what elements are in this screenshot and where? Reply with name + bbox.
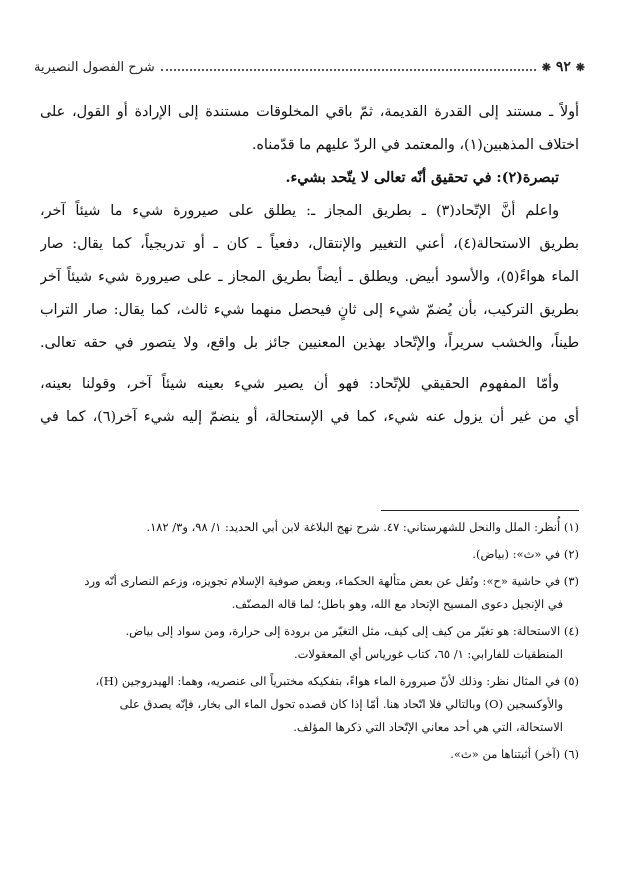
body-line-5: بطريق الاستحالة(٤)، أعني التغيير والإنتقال، دفعياً ـ كان ـ أو تدريجياً، كما يقال: صار [40, 236, 579, 252]
body-line-9: وأمّا المفهوم الحقيقي للإتّحاد: فهو أن يصير شيء بعينه شيئاً آخر، وقولنا بعينه، [40, 376, 559, 392]
running-title: شرح الفصول النصيرية [34, 59, 155, 75]
ornament-icon: ❋ [575, 61, 585, 74]
main-text [40, 100, 579, 438]
section-heading: تبصرة(٢): في تحقيق أنّه تعالى لا يتّحد بشيء. [285, 170, 559, 186]
body-line-8: طيناً، والخشب سريراً، والإتّحاد بهذين المعنيين جائز بل واقع، ولا يتصور في حقه تعالى. [40, 335, 579, 351]
footnote-5 [40, 670, 579, 739]
footnote-line: (١) أُنظر: الملل والنحل للشهرستاني: ٤٧. شرح نهج البلاغة لابن أبي الحديد: ١/ ٩٨، و٣/ ١٨٢. [146, 520, 579, 534]
footnote-3 [40, 570, 579, 616]
footnote-line: في الإنجيل دعوى المسيح الإتحاد مع الله، وهو باطل؛ لما قاله المصنّف. [231, 597, 563, 611]
page-header [34, 56, 585, 78]
body-line-10: أي من غير أن يزول عنه شيء، كما في الإستحالة، أو ينضمّ إليه شيء آخر(٦)، كما في [40, 409, 579, 425]
body-line-6: الماء هواءً(٥)، والأسود أبيض. ويطلق ـ أيضاً بطريق المجاز ـ على صيرورة شيء شيئاً آخر [40, 269, 579, 285]
footnotes [40, 516, 579, 766]
footnote-1 [40, 516, 579, 539]
header-leader-dots [161, 69, 536, 71]
footnote-line: الاستحالة، التي هي أحد معاني الإتّحاد التي ذكرها المؤلف. [293, 720, 563, 734]
body-line-2: اختلاف المذهبين(١)، والمعتمد في الردّ عليهم ما قدّمناه. [251, 137, 579, 153]
footnote-line: والأوكسجين (O) وبالتالي فلا اتّحاد هنا. أمّا إذا كان قصده تحول الماء الى بخار، فإنّه يصدق على [119, 697, 563, 711]
ornament-icon: ❋ [541, 61, 551, 74]
footnote-line: (٥) في المثال نظر: وذلك لأنّ صيرورة الماء هواءً، بتفكيكه مختبرياً الى عنصريه، وهما: الهيدروجين (H)، [95, 674, 579, 688]
footnote-4 [40, 620, 579, 666]
footnote-line: المنطقيات للفارابي: ١/ ٦٥، كتاب غورياس أي المعقولات. [293, 647, 563, 661]
body-line-7: بطريق التركيب، بأن يُضمّ شيء إلى ثانٍ فيحصل منهما شيء ثالث، كما يقال: صار التراب [40, 302, 579, 318]
footnote-line: (٢) في «ث»: (بياض). [472, 547, 579, 561]
footnote-line: (٦) (آخر) أثبتناها من «ث». [450, 747, 579, 761]
body-line-1: أولاً ـ مستند إلى القدرة القديمة، ثمّ باقي المخلوقات مستندة إلى الإرادة أو القول، على [40, 104, 579, 120]
page-number [542, 59, 585, 75]
page-number-text: ٩٢ [555, 59, 571, 75]
footnote-6 [40, 743, 579, 766]
footnote-line: (٤) الاستحالة: هو تغيّر من كيف إلى كيف، مثل التغيّر من برودة إلى حرارة، ومن سواد إلى بياض. [125, 624, 579, 638]
footnote-line: (٣) في حاشية «ح»: ونُقل عن بعض متألهة الحكماء، وبعض صوفية الإسلام تجويزه، وزعم النصارى أنّه ورد [84, 574, 579, 588]
footnote-separator [381, 510, 579, 511]
footnote-2 [40, 543, 579, 566]
body-line-4: واعلم أنَّ الإتّحاد(٣) ـ بطريق المجاز ـ: يطلق على صيرورة شيء ما شيئاً آخر، [40, 203, 559, 219]
